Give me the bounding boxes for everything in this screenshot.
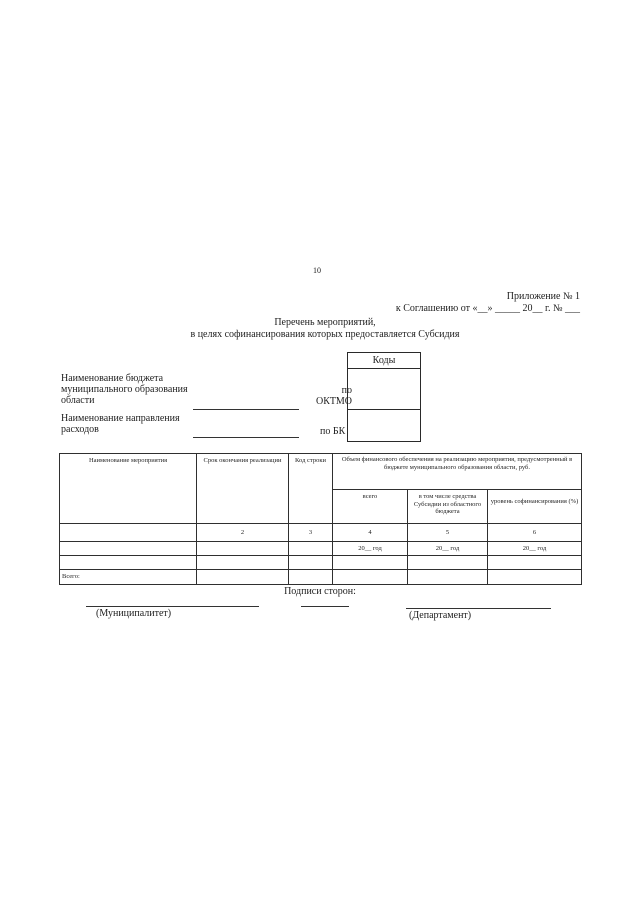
document-title-line1: Перечень мероприятий, [274, 317, 376, 328]
agreement-reference: к Соглашению от «__» _____ 20__ г. № ___ [395, 303, 580, 314]
budget-name-field[interactable] [193, 409, 299, 410]
year-cell: 20__ год [333, 542, 408, 556]
table-cell [197, 542, 289, 556]
column-number: 3 [289, 524, 333, 542]
total-label: Всего: [60, 570, 197, 585]
header-deadline: Срок окончания реализации [197, 454, 289, 524]
municipality-signature-line[interactable] [86, 606, 259, 607]
header-subsidy: в том числе средства Субсидии из областного бюджета [408, 490, 488, 524]
table-cell [60, 542, 197, 556]
department-signature-line[interactable] [406, 608, 551, 609]
page-number: 10 [313, 266, 321, 275]
table-cell [60, 524, 197, 542]
header-event-name: Наименование мероприятия [60, 454, 197, 524]
column-number: 6 [488, 524, 582, 542]
appendix-title: Приложение № 1 [506, 291, 580, 302]
total-row [60, 570, 582, 585]
direction-name-field[interactable] [193, 437, 299, 438]
year-cell: 20__ год [488, 542, 582, 556]
year-row [60, 542, 582, 556]
signatures-heading: Подписи сторон: [284, 586, 356, 597]
header-row-code: Код строки [289, 454, 333, 524]
header-total: всего [333, 490, 408, 524]
events-table [59, 453, 582, 585]
budget-name-label: Наименование бюджета муниципального образования области [61, 373, 188, 406]
column-number: 2 [197, 524, 289, 542]
column-number-row [60, 524, 582, 542]
oktmo-label: по ОКТМО [316, 385, 352, 407]
bk-label: по БК [320, 426, 346, 437]
department-label: (Департамент) [409, 610, 472, 621]
municipality-label: (Муниципалитет) [96, 608, 172, 619]
header-funding-group: Объем финансового обеспечения на реализацию мероприятия, предусмотренный в бюджете муниципального образования области, руб. [333, 454, 582, 490]
codes-box [347, 352, 421, 442]
document-title-line2: в целях софинансирования которых предоставляется Субсидия [190, 329, 460, 340]
table-cell [289, 542, 333, 556]
table-header-row [60, 454, 582, 490]
column-number: 5 [408, 524, 488, 542]
header-cofinancing-level: уровень софинансирования (%) [488, 490, 582, 524]
year-cell: 20__ год [408, 542, 488, 556]
table-row [60, 556, 582, 570]
column-number: 4 [333, 524, 408, 542]
signature-mid-line [301, 606, 349, 607]
codes-header: Коды [348, 353, 420, 369]
oktmo-code-cell [348, 369, 420, 410]
direction-name-label: Наименование направления расходов [61, 413, 180, 435]
